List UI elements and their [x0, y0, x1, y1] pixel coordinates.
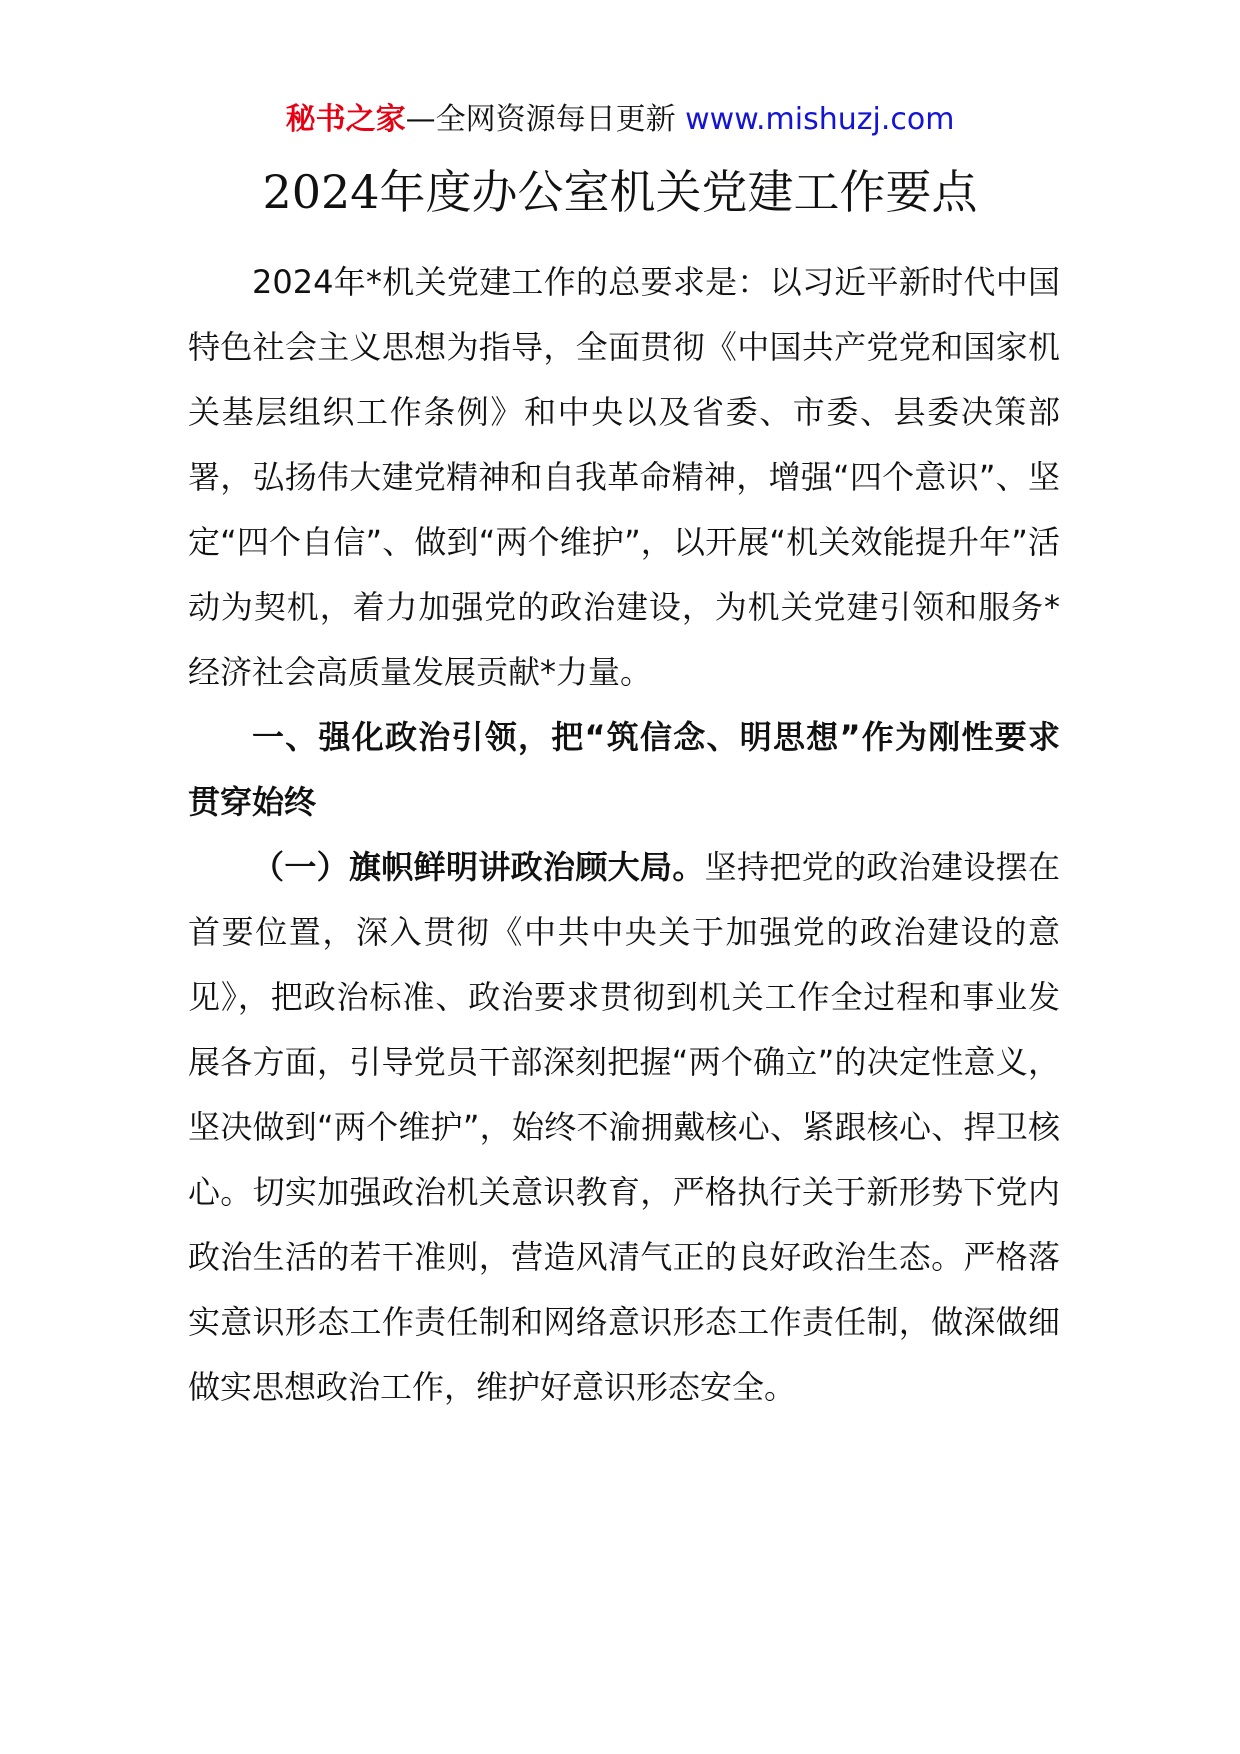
document-body [188, 250, 1060, 1420]
site-slogan: —全网资源每日更新 [405, 102, 676, 137]
site-url-link[interactable]: www.mishuzj.com [685, 102, 955, 137]
subsection-paragraph [188, 835, 1060, 1420]
site-banner [0, 100, 1240, 140]
subsection-title: （一）旗帜鲜明讲政治顾大局。 [252, 848, 705, 886]
site-name: 秘书之家 [285, 102, 406, 137]
title-year: 2024 [262, 165, 380, 219]
section-heading: 一、强化政治引领，把“筑信念、明思想”作为刚性要求贯穿始终 [188, 718, 1060, 821]
subsection-body: 坚持把党的政治建设摆在首要位置，深入贯彻《中共中央关于加强党的政治建设的意见》，把政治标准、政治要求贯彻到机关工作全过程和事业发展各方面，引导党员干部深刻把握“两个确立”的决定性意义，坚决做到“两个维护”，始终不渝拥戴核心、紧跟核心、捍卫核心。切实加强政治机关意识教育，严格执行关于新形势下党内政治生活的若干准则，营造风清气正的良好政治生态。严格落实意识形态工作责任制和网络意识形态工作责任制，做深做细做实思想政治工作，维护好意识形态安全。 [188, 848, 1060, 1406]
document-title [0, 162, 1240, 222]
intro-paragraph: 2024年*机关党建工作的总要求是：以习近平新时代中国特色社会主义思想为指导，全面贯彻《中国共产党党和国家机关基层组织工作条例》和中央以及省委、市委、县委决策部署，弘扬伟大建党精神和自我革命精神，增强“四个意识”、坚定“四个自信”、做到“两个维护”，以开展“机关效能提升年”活动为契机，着力加强党的政治建设，为机关党建引领和服务*经济社会高质量发展贡献*力量。 [188, 263, 1060, 691]
title-text: 年度办公室机关党建工作要点 [379, 165, 978, 219]
